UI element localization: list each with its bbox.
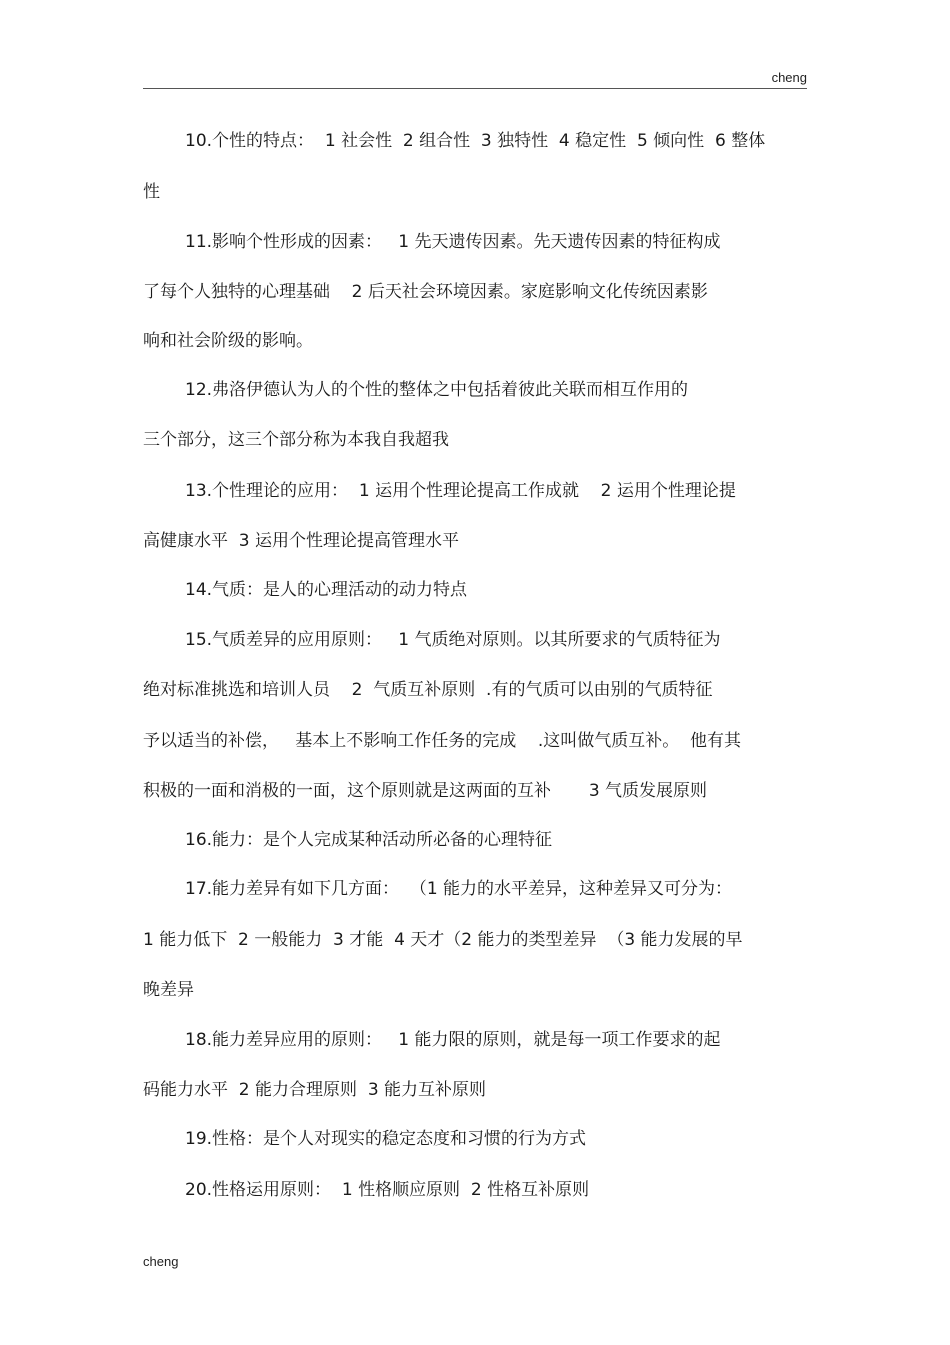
text-line: 17.能力差异有如下几方面： （1 能力的水平差异，这种差异又可分为： bbox=[185, 879, 733, 899]
text-line: 20.性格运用原则： 1 性格顺应原则 2 性格互补原则 bbox=[185, 1180, 590, 1200]
text-line: 绝对标准挑选和培训人员 2 气质互补原则 .有的气质可以由别的气质特征 bbox=[143, 680, 713, 700]
text-line: 晚差异 bbox=[143, 980, 194, 1000]
text-line: 高健康水平 3 运用个性理论提高管理水平 bbox=[143, 531, 460, 551]
text-line: 积极的一面和消极的一面，这个原则就是这两面的互补 3 气质发展原则 bbox=[143, 781, 708, 801]
text-line: 三个部分，这三个部分称为本我自我超我 bbox=[143, 430, 449, 450]
footer-text: cheng bbox=[143, 1254, 179, 1269]
text-line: 了每个人独特的心理基础 2 后天社会环境因素。家庭影响文化传统因素影 bbox=[143, 282, 708, 302]
text-line: 18.能力差异应用的原则： 1 能力限的原则，就是每一项工作要求的起 bbox=[185, 1030, 721, 1050]
header-divider bbox=[143, 88, 807, 89]
text-line: 1 能力低下 2 一般能力 3 才能 4 天才（2 能力的类型差异 （3 能力发展的早 bbox=[143, 930, 743, 950]
text-line: 性 bbox=[143, 182, 160, 202]
text-line: 码能力水平 2 能力合理原则 3 能力互补原则 bbox=[143, 1080, 487, 1100]
header-text: cheng bbox=[771, 70, 807, 85]
text-line: 11.影响个性形成的因素： 1 先天遗传因素。先天遗传因素的特征构成 bbox=[185, 232, 721, 252]
text-line: 予以适当的补偿， 基本上不影响工作任务的完成 .这叫做气质互补。 他有其 bbox=[143, 731, 742, 751]
text-line: 15.气质差异的应用原则： 1 气质绝对原则。以其所要求的气质特征为 bbox=[185, 630, 721, 650]
text-line: 16.能力：是个人完成某种活动所必备的心理特征 bbox=[185, 830, 553, 850]
text-line: 13.个性理论的应用： 1 运用个性理论提高工作成就 2 运用个性理论提 bbox=[185, 481, 736, 501]
text-line: 12.弗洛伊德认为人的个性的整体之中包括着彼此关联而相互作用的 bbox=[185, 380, 689, 400]
text-line: 10.个性的特点： 1 社会性 2 组合性 3 独特性 4 稳定性 5 倾向性 6 整体 bbox=[185, 131, 766, 151]
text-line: 19.性格：是个人对现实的稳定态度和习惯的行为方式 bbox=[185, 1129, 587, 1149]
text-line: 14.气质：是人的心理活动的动力特点 bbox=[185, 580, 468, 600]
text-line: 响和社会阶级的影响。 bbox=[143, 331, 313, 351]
